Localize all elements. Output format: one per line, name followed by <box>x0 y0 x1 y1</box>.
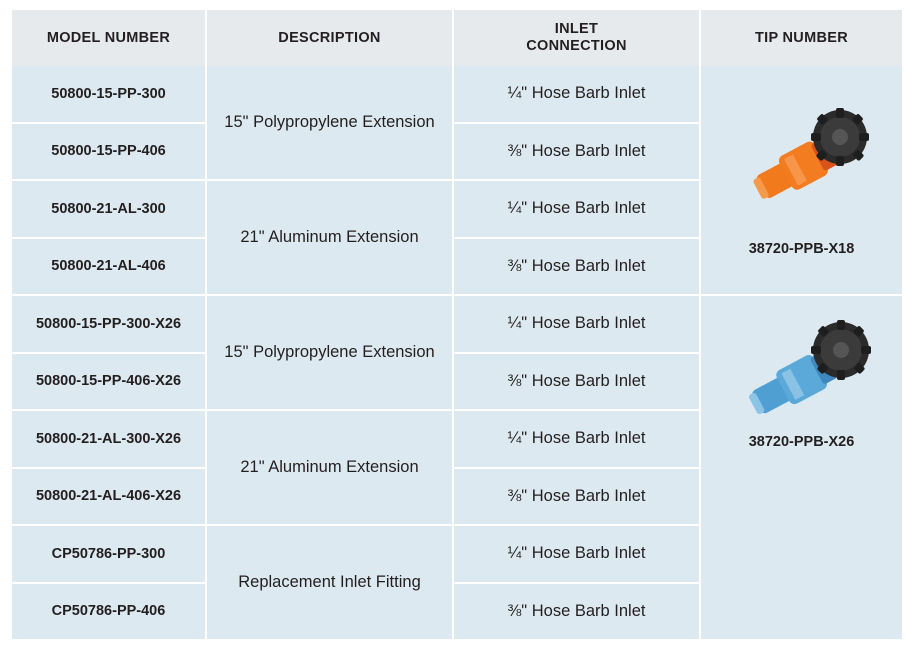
blue-nozzle-tip-icon <box>727 314 877 424</box>
model-number-cell: 50800-15-PP-300 <box>12 66 207 124</box>
header-inlet-label-line2: CONNECTION <box>526 38 627 54</box>
tip-number-label: 38720-PPB-X26 <box>748 434 855 450</box>
model-number-cell: 50800-21-AL-300-X26 <box>12 411 207 469</box>
model-number-cell: 50800-15-PP-406-X26 <box>12 354 207 412</box>
inlet-connection-cell: ¼" Hose Barb Inlet <box>454 181 701 239</box>
tip-cell-x18 <box>701 66 902 296</box>
inlet-connection-cell: ¼" Hose Barb Inlet <box>454 66 701 124</box>
header-model-label: MODEL NUMBER <box>46 29 171 46</box>
description-cell: Replacement Inlet Fitting <box>207 526 454 641</box>
description-cell: 15" Polypropylene Extension <box>207 66 454 181</box>
tip-number-label: 38720-PPB-X18 <box>748 241 855 257</box>
model-number-cell: CP50786-PP-300 <box>12 526 207 584</box>
header-description-label: DESCRIPTION <box>278 29 381 46</box>
model-table <box>12 10 902 641</box>
tip-cell-x26 <box>701 296 902 641</box>
model-number-cell: 50800-21-AL-406 <box>12 239 207 297</box>
inlet-connection-cell: ⅜" Hose Barb Inlet <box>454 239 701 297</box>
model-number-cell: 50800-15-PP-406 <box>12 124 207 182</box>
header-tip-label: TIP NUMBER <box>755 29 848 46</box>
orange-nozzle-tip-icon <box>732 103 872 213</box>
inlet-connection-cell: ¼" Hose Barb Inlet <box>454 296 701 354</box>
header-inlet-label-line1: INLET <box>554 21 599 37</box>
description-cell: 21" Aluminum Extension <box>207 411 454 526</box>
inlet-connection-cell: ¼" Hose Barb Inlet <box>454 526 701 584</box>
inlet-connection-cell: ⅜" Hose Barb Inlet <box>454 124 701 182</box>
model-number-cell: 50800-21-AL-406-X26 <box>12 469 207 527</box>
inlet-connection-cell: ⅜" Hose Barb Inlet <box>454 584 701 642</box>
model-number-cell: CP50786-PP-406 <box>12 584 207 642</box>
description-cell: 21" Aluminum Extension <box>207 181 454 296</box>
inlet-connection-cell: ⅜" Hose Barb Inlet <box>454 469 701 527</box>
model-number-cell: 50800-15-PP-300-X26 <box>12 296 207 354</box>
description-cell: 15" Polypropylene Extension <box>207 296 454 411</box>
inlet-connection-cell: ⅜" Hose Barb Inlet <box>454 354 701 412</box>
inlet-connection-cell: ¼" Hose Barb Inlet <box>454 411 701 469</box>
model-number-cell: 50800-21-AL-300 <box>12 181 207 239</box>
